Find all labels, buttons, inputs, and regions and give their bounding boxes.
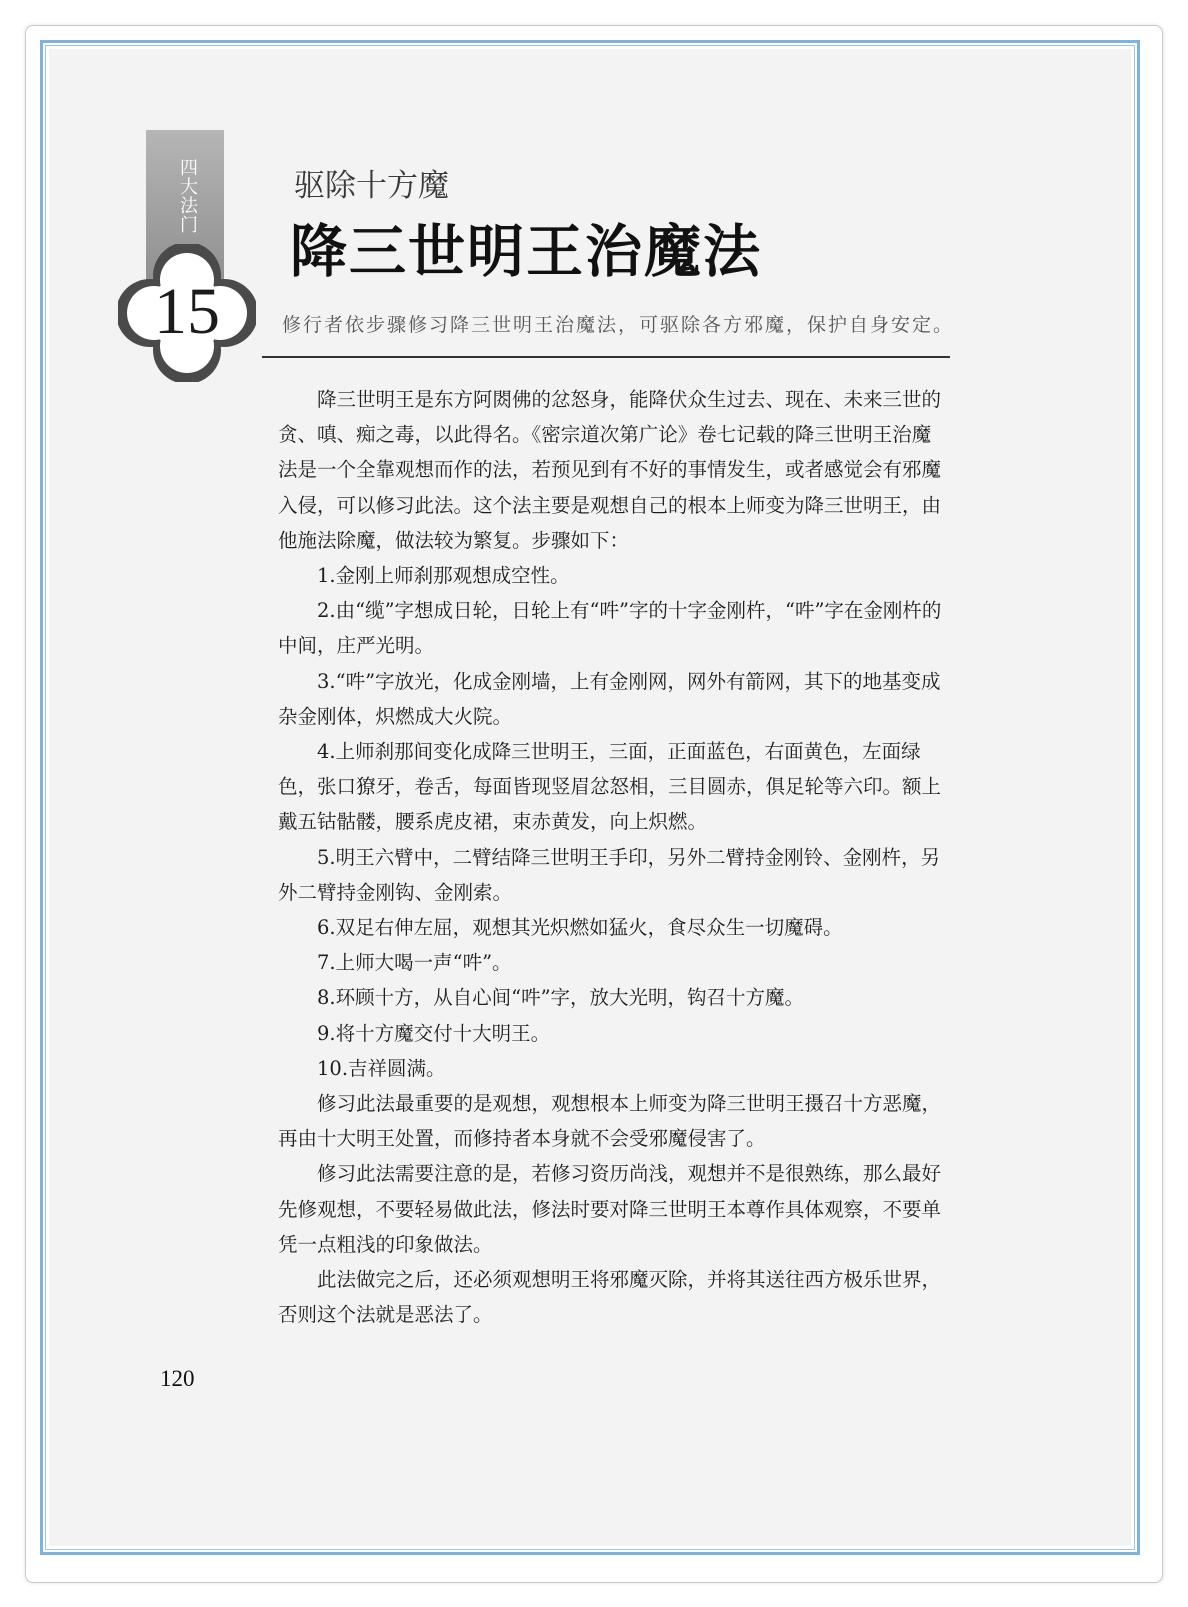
chapter-subtitle: 驱除十方魔: [294, 168, 449, 204]
closing-paragraph: 此法做完之后，还必须观想明王将邪魔灭除，并将其送往西方极乐世界，否则这个法就是恶法了。: [278, 1268, 942, 1327]
step-item: 9.将十方魔交付十大明王。: [317, 1021, 551, 1045]
section-tab-label: 四大法门: [177, 158, 198, 234]
step-item: 8.环顾十方，从自心间“吽”字，放大光明，钩召十方魔。: [317, 986, 805, 1010]
closing-paragraph: 修习此法最重要的是观想，观想根本上师变为降三世明王摄召十方恶魔，再由十大明王处置，而修持者本身就不会受邪魔侵害了。: [278, 1092, 942, 1151]
step-item: 1.金刚上师刹那观想成空性。: [317, 564, 570, 588]
chapter-tagline: 修行者依步骤修习降三世明王治魔法，可驱除各方邪魔，保护自身安定。: [282, 314, 955, 336]
title-divider: [262, 356, 950, 358]
step-item: 6.双足右伸左屈，观想其光炽燃如猛火，食尽众生一切魔碍。: [317, 916, 843, 940]
body-text: [278, 382, 950, 1332]
step-item: 4.上师刹那间变化成降三世明王，三面，正面蓝色，右面黄色，左面绿色，张口獠牙，卷舌，每面皆现竖眉忿怒相，三目圆赤，俱足轮等六印。额上戴五钴骷髅，腰系虎皮裙，束赤黄发，向上炽燃。: [278, 740, 942, 834]
chapter-number: 15: [154, 275, 220, 348]
page-number: 120: [160, 1366, 195, 1391]
step-item: 5.明王六臂中，二臂结降三世明王手印，另外二臂持金刚铃、金刚杵，另外二臂持金刚钩、金刚索。: [278, 845, 941, 904]
step-item: 2.由“缆”字想成日轮，日轮上有“吽”字的十字金刚杵，“吽”字在金刚杵的中间，庄严光明。: [278, 599, 942, 658]
chapter-title: 降三世明王治魔法: [290, 218, 762, 285]
closing-paragraph: 修习此法需要注意的是，若修习资历尚浅，观想并不是很熟练，那么最好先修观想，不要轻易做此法，修法时要对降三世明王本尊作具体观察，不要单凭一点粗浅的印象做法。: [278, 1162, 942, 1256]
step-item: 3.“吽”字放光，化成金刚墙，上有金刚网，网外有箭网，其下的地基变成杂金刚体，炽燃成大火院。: [278, 669, 941, 728]
step-item: 7.上师大喝一声“吽”。: [317, 951, 512, 975]
step-item: 10.吉祥圆满。: [317, 1056, 446, 1080]
intro-paragraph: 降三世明王是东方阿閦佛的忿怒身，能降伏众生过去、现在、未来三世的贪、嗔、痴之毒，以此得名。《密宗道次第广论》卷七记载的降三世明王治魔法是一个全靠观想而作的法，若预见到有不好的事情发生，或者感觉会有邪魔入侵，可以修习此法。这个法主要是观想自己的根本上师变为降三世明王，由他施法除魔，做法较为繁复。步骤如下：: [278, 388, 942, 552]
